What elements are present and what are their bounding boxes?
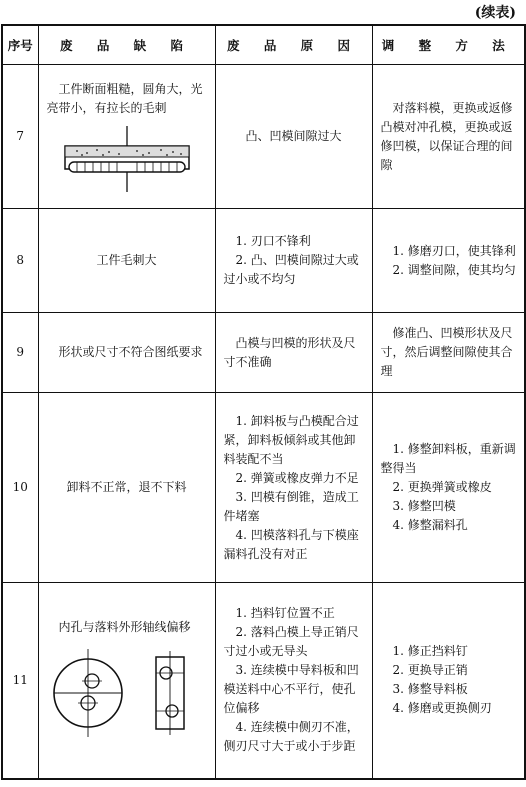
table-row bbox=[2, 313, 525, 393]
defect-cell bbox=[38, 583, 215, 779]
header-defect: 废 品 缺 陷 bbox=[38, 25, 215, 65]
defect-cell bbox=[38, 65, 215, 209]
cause-cell bbox=[215, 65, 372, 209]
fix-cell bbox=[372, 393, 525, 583]
defect-table bbox=[1, 24, 526, 780]
fix-line: 3. 修整导料板 bbox=[392, 682, 468, 697]
defect-cell bbox=[38, 209, 215, 313]
row-number: 8 bbox=[2, 209, 38, 313]
cause-line: 1. 刃口不锋利 bbox=[235, 234, 311, 248]
defect-text: 工件毛刺大 bbox=[96, 253, 157, 267]
fix-line: 2. 更换导正销 bbox=[392, 663, 468, 678]
defect-text: 形状或尺寸不符合图纸要求 bbox=[58, 345, 203, 359]
cause-line: 2. 弹簧或橡皮弹力不足 bbox=[235, 470, 359, 485]
fix-cell bbox=[372, 209, 525, 313]
cause-line: 2. 落料凸模上导正销尺寸过小或无导头 bbox=[223, 625, 359, 659]
row-number: 9 bbox=[2, 313, 38, 393]
cause-cell bbox=[215, 209, 372, 313]
cause-cell bbox=[215, 313, 372, 393]
fix-cell bbox=[372, 583, 525, 779]
fix-line: 1. 修整卸料板，重新调整得当 bbox=[380, 442, 516, 475]
fix-line: 3. 修整凹模 bbox=[392, 499, 456, 513]
table-caption: (续表) bbox=[474, 5, 516, 21]
rough-edge-figure bbox=[57, 124, 197, 194]
fix-line: 1. 修正挡料钉 bbox=[392, 644, 468, 659]
cause-line: 凸、凹模间隙过大 bbox=[245, 129, 342, 143]
cause-line: 1. 挡料钉位置不正 bbox=[235, 606, 335, 621]
cause-cell bbox=[215, 583, 372, 779]
table-row bbox=[2, 209, 525, 313]
table-row bbox=[2, 583, 525, 779]
fix-line: 4. 修磨或更换侧刃 bbox=[392, 701, 492, 716]
defect-text: 内孔与落料外形轴线偏移 bbox=[58, 619, 191, 634]
fix-cell bbox=[372, 65, 525, 209]
defect-text: 卸料不正常，退不下料 bbox=[66, 480, 187, 494]
cause-line: 凸模与凹模的形状及尺寸不准确 bbox=[223, 335, 356, 369]
table-row bbox=[2, 65, 525, 209]
header-fix: 调 整 方 法 bbox=[372, 25, 525, 65]
fix-line: 4. 修整漏料孔 bbox=[392, 518, 468, 532]
defect-text: 工件断面粗糙，圆角大，光亮带小，有拉长的毛刺 bbox=[46, 81, 203, 115]
cause-line: 1. 卸料板与凸模配合过紧，卸料板倾斜或其他卸料装配不当 bbox=[223, 413, 359, 466]
row-number: 11 bbox=[2, 583, 38, 779]
fix-cell bbox=[372, 313, 525, 393]
row-number: 10 bbox=[2, 393, 38, 583]
fix-line: 2. 更换弹簧或橡皮 bbox=[392, 480, 492, 494]
header-cause: 废 品 原 因 bbox=[215, 25, 372, 65]
cause-line: 3. 凹模有倒锥，造成工件堵塞 bbox=[223, 489, 359, 523]
fix-line: 修准凸、凹模形状及尺寸，然后调整间隙使其合理 bbox=[380, 326, 513, 378]
header-row bbox=[2, 25, 525, 65]
cause-line: 4. 连续模中侧刃不准，侧刃尺寸大于或小于步距 bbox=[223, 720, 359, 754]
cause-line: 4. 凹模落料孔与下模座漏料孔没有对正 bbox=[223, 527, 359, 561]
table-row bbox=[2, 393, 525, 583]
cause-line: 3. 连续模中导料板和凹模送料中心不平行，使孔位偏移 bbox=[223, 663, 359, 716]
cause-line: 2. 凸、凹模间隙过大或过小或不均匀 bbox=[223, 253, 359, 286]
defect-cell bbox=[38, 393, 215, 583]
fix-line: 2. 调整间隙，使其均匀 bbox=[392, 262, 516, 277]
row-number: 7 bbox=[2, 65, 38, 209]
offset-hole-figure bbox=[52, 643, 202, 743]
fix-line: 对落料模，更换或返修凸模对冲孔模，更换或返修凹模，以保证合理的间隙 bbox=[380, 100, 513, 172]
header-num: 序号 bbox=[2, 25, 38, 65]
cause-cell bbox=[215, 393, 372, 583]
defect-cell bbox=[38, 313, 215, 393]
fix-line: 1. 修磨刃口，使其锋利 bbox=[392, 243, 516, 258]
